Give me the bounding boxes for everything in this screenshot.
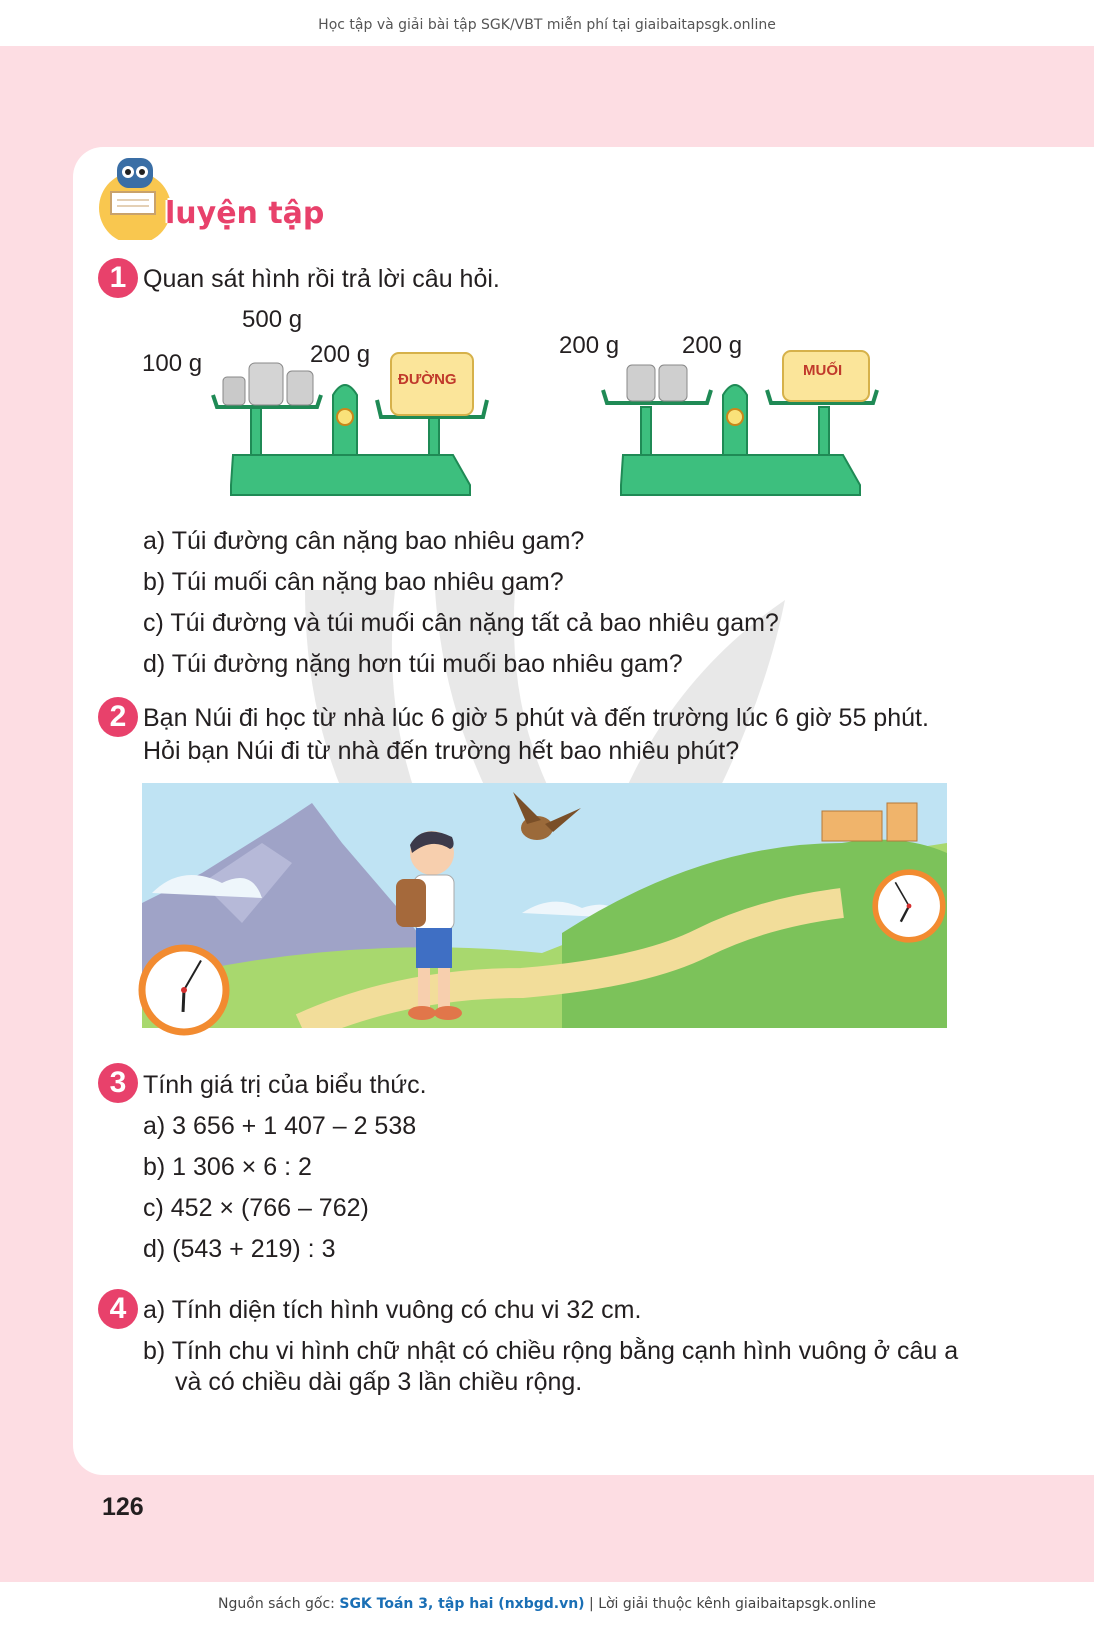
clock-right-icon: [872, 868, 946, 944]
question-1b: b) Túi muối cân nặng bao nhiêu gam?: [143, 568, 564, 596]
section-title: luyện tập: [165, 196, 325, 231]
weight-500g-label: 500 g: [242, 306, 303, 333]
landscape-illustration: [142, 783, 947, 1028]
question-2-line-2: Hỏi bạn Núi đi từ nhà đến trường hết bao nhiêu phút?: [143, 737, 740, 765]
question-2-line-1: Bạn Núi đi học từ nhà lúc 6 giờ 5 phút và đến trường lúc 6 giờ 55 phút.: [143, 704, 929, 732]
question-1d: d) Túi đường nặng hơn túi muối bao nhiêu gam?: [143, 650, 683, 678]
clock-left-hour-hand: [183, 990, 184, 1012]
footer-prefix: Nguồn sách gốc:: [218, 1596, 340, 1612]
question-3b: b) 1 306 × 6 : 2: [143, 1153, 312, 1181]
question-4a: a) Tính diện tích hình vuông có chu vi 32 cm.: [143, 1296, 642, 1324]
question-3-prompt: Tính giá trị của biểu thức.: [143, 1071, 427, 1099]
question-1a: a) Túi đường cân nặng bao nhiêu gam?: [143, 527, 585, 555]
sugar-bag-label: ĐƯỜNG: [398, 371, 457, 388]
scale-sugar-icon: [205, 345, 495, 505]
question-3c: c) 452 × (766 – 762): [143, 1194, 369, 1222]
salt-bag-label: MUỐI: [803, 362, 843, 379]
clock-left-icon: [138, 944, 230, 1036]
footer-source-link[interactable]: SGK Toán 3, tập hai (nxbgd.vn): [339, 1596, 585, 1612]
question-2-number: 2: [98, 697, 138, 737]
question-4b-line-2: và có chiều dài gấp 3 lần chiều rộng.: [175, 1368, 583, 1396]
question-4-number: 4: [98, 1289, 138, 1329]
weight-200g-label: 200 g: [310, 341, 371, 368]
page-number: 126: [102, 1493, 144, 1521]
bottom-banner: [0, 1582, 1094, 1626]
weight-100g-label: 100 g: [142, 350, 203, 377]
question-3-number: 3: [98, 1063, 138, 1103]
top-banner: [0, 0, 1094, 46]
question-3a: a) 3 656 + 1 407 – 2 538: [143, 1112, 417, 1140]
footer-suffix: | Lời giải thuộc kênh giaibaitapsgk.online: [584, 1596, 876, 1612]
weight-200g-right-label: 200 g: [682, 332, 743, 359]
question-1-prompt: Quan sát hình rồi trả lời câu hỏi.: [143, 265, 500, 293]
question-4b-line-1: b) Tính chu vi hình chữ nhật có chiều rộng bằng cạnh hình vuông ở câu a: [143, 1337, 959, 1365]
question-1-number: 1: [98, 258, 138, 298]
weight-200g-left-label: 200 g: [559, 332, 620, 359]
question-3d: d) (543 + 219) : 3: [143, 1235, 336, 1263]
top-banner-text: Học tập và giải bài tập SGK/VBT miễn phí tại giaibaitapsgk.online: [318, 17, 776, 33]
question-1c: c) Túi đường và túi muối cân nặng tất cả bao nhiêu gam?: [143, 609, 779, 637]
